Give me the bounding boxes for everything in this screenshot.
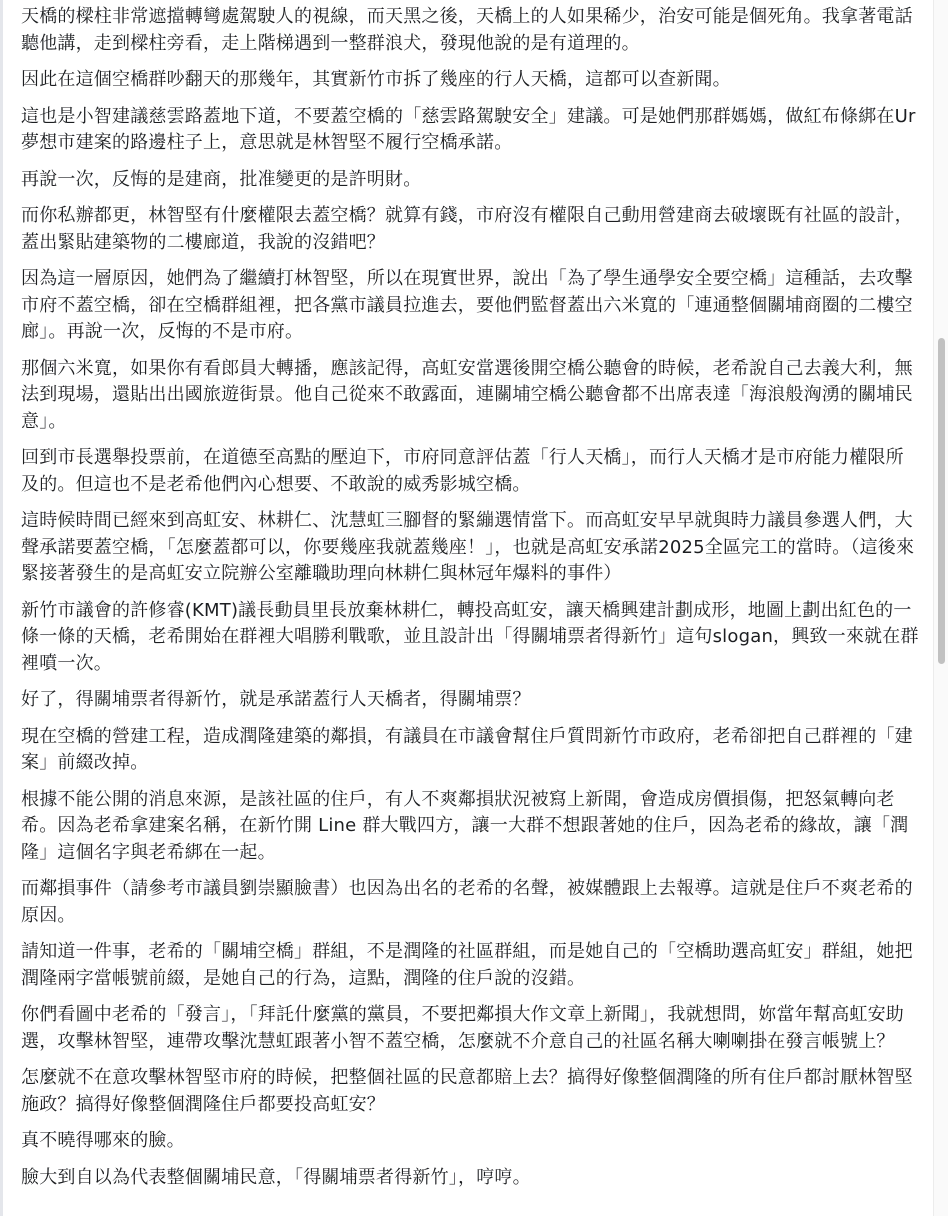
post-paragraph: 這時候時間已經來到高虹安、林耕仁、沈慧虹三腳督的緊繃選情當下。而高虹安早早就與時力議員參選人們，大聲承諾要蓋空橋，「怎麼蓋都可以，你要幾座我就蓋幾座！」，也就是高虹安承諾2025全區完工的當時。（這後來緊接著發生的是高虹安立院辦公室離職助理向林耕仁與林冠年爆料的事件） (21, 510, 915, 584)
post-paragraph: 現在空橋的營建工程，造成潤隆建築的鄰損，有議員在市議會幫住戶質問新竹市政府，老希卻把自己群裡的「建案」前綴改掉。 (21, 725, 913, 773)
post-paragraph: 再說一次，反悔的是建商，批准變更的是許明財。 (21, 168, 422, 190)
post-paragraph: 怎麼就不在意攻擊林智堅市府的時候，把整個社區的民意都賠上去？搞得好像整個潤隆的所有住戶都討厭林智堅施政？搞得好像整個潤隆住戶都要投高虹安？ (21, 1067, 913, 1115)
post-paragraph: 而你私辦都更，林智堅有什麼權限去蓋空橋？就算有錢，市府沒有權限自己動用營建商去破壞既有社區的設計，蓋出緊貼建築物的二樓廊道，我說的沒錯吧？ (21, 205, 913, 253)
post-body (21, 4, 921, 1216)
post-paragraph: 那個六米寬，如果你有看郎員大轉播，應該記得，高虹安當選後開空橋公聽會的時候，老希說自己去義大利，無法到現場，還貼出出國旅遊街景。他自己從來不敢露面，連關埔空橋公聽會都不出席表達「海浪般洶湧的關埔民意」。 (21, 357, 913, 432)
post-paragraph: 好了，得關埔票者得新竹，就是承諾蓋行人天橋者，得關埔票？ (21, 689, 531, 710)
post-paragraph: 請知道一件事，老希的「關埔空橋」群組，不是潤隆的社區群組，而是她自己的「空橋助選高虹安」群組，她把潤隆兩字當帳號前綴，是她自己的行為，這點，潤隆的住戶說的沒錯。 (21, 941, 913, 989)
post-paragraph: 真不曉得哪來的臉。 (21, 1130, 185, 1151)
post-paragraph: 這也是小智建議慈雲路蓋地下道，不要蓋空橋的「慈雲路駕駛安全」建議。可是她們那群媽媽，做紅布條綁在Ur夢想市建案的路邊柱子上，意思就是林智堅不履行空橋承諾。 (21, 105, 916, 153)
post-paragraph: 因為這一層原因，她們為了繼續打林智堅，所以在現實世界，說出「為了學生通學安全要空橋」這種話，去攻擊市府不蓋空橋，卻在空橋群組裡，把各黨市議員拉進去，要他們監督蓋出六米寬的「連通整個關埔商圈的二樓空廊」。再說一次，反悔的不是市府。 (21, 268, 913, 342)
post-paragraph: 根據不能公開的消息來源，是該社區的住戶，有人不爽鄰損狀況被寫上新聞，會造成房價損傷，把怒氣轉向老希。因為老希拿建案名稱，在新竹開 Line 群大戰四方，讓一大群不想跟著她的住戶，因為老希的緣故，讓「潤隆」這個名字與老希綁在一起。 (21, 788, 909, 863)
vertical-scrollbar[interactable] (933, 0, 948, 1216)
post-paragraph: 因此在這個空橋群吵翻天的那幾年，其實新竹市拆了幾座的行人天橋，這都可以查新聞。 (21, 69, 731, 90)
post-paragraph: 新竹市議會的許修睿(KMT)議長動員里長放棄林耕仁，轉投高虹安，讓天橋興建計劃成形，地圖上劃出紅色的一條一條的天橋，老希開始在群裡大唱勝利戰歌，並且設計出「得關埔票者得新竹」這句slogan，興致一來就在群裡噴一次。 (21, 599, 919, 674)
post-paragraph: 天橋的樑柱非常遮擋轉彎處駕駛人的視線，而天黑之後，天橋上的人如果稀少，治安可能是個死角。我拿著電話聽他講，走到樑柱旁看，走上階梯遇到一整群浪犬，發現他說的是有道理的。 (21, 6, 913, 54)
post-paragraph: 而鄰損事件（請參考市議員劉崇顯臉書）也因為出名的老希的名聲，被媒體跟上去報導。這就是住戶不爽老希的原因。 (21, 878, 913, 926)
post-paragraph: 你們看圖中老希的「發言」，「拜託什麼黨的黨員，不要把鄰損大作文章上新聞」，我就想問，妳當年幫高虹安助選，攻擊林智堅，連帶攻擊沈慧虹跟著小智不蓋空橋，怎麼就不介意自己的社區名稱大喇喇掛在發言帳號上？ (21, 1004, 904, 1052)
post-paragraph: 回到市長選舉投票前，在道德至高點的壓迫下，市府同意評估蓋「行人天橋」，而行人天橋才是市府能力權限所及的。但這也不是老希他們內心想要、不敢說的威秀影城空橋。 (21, 447, 904, 495)
post-paragraph: 臉大到自以為代表整個關埔民意，「得關埔票者得新竹」，哼哼。 (21, 1166, 531, 1188)
page-left-edge (0, 0, 3, 1216)
scrollbar-thumb[interactable] (938, 338, 945, 664)
